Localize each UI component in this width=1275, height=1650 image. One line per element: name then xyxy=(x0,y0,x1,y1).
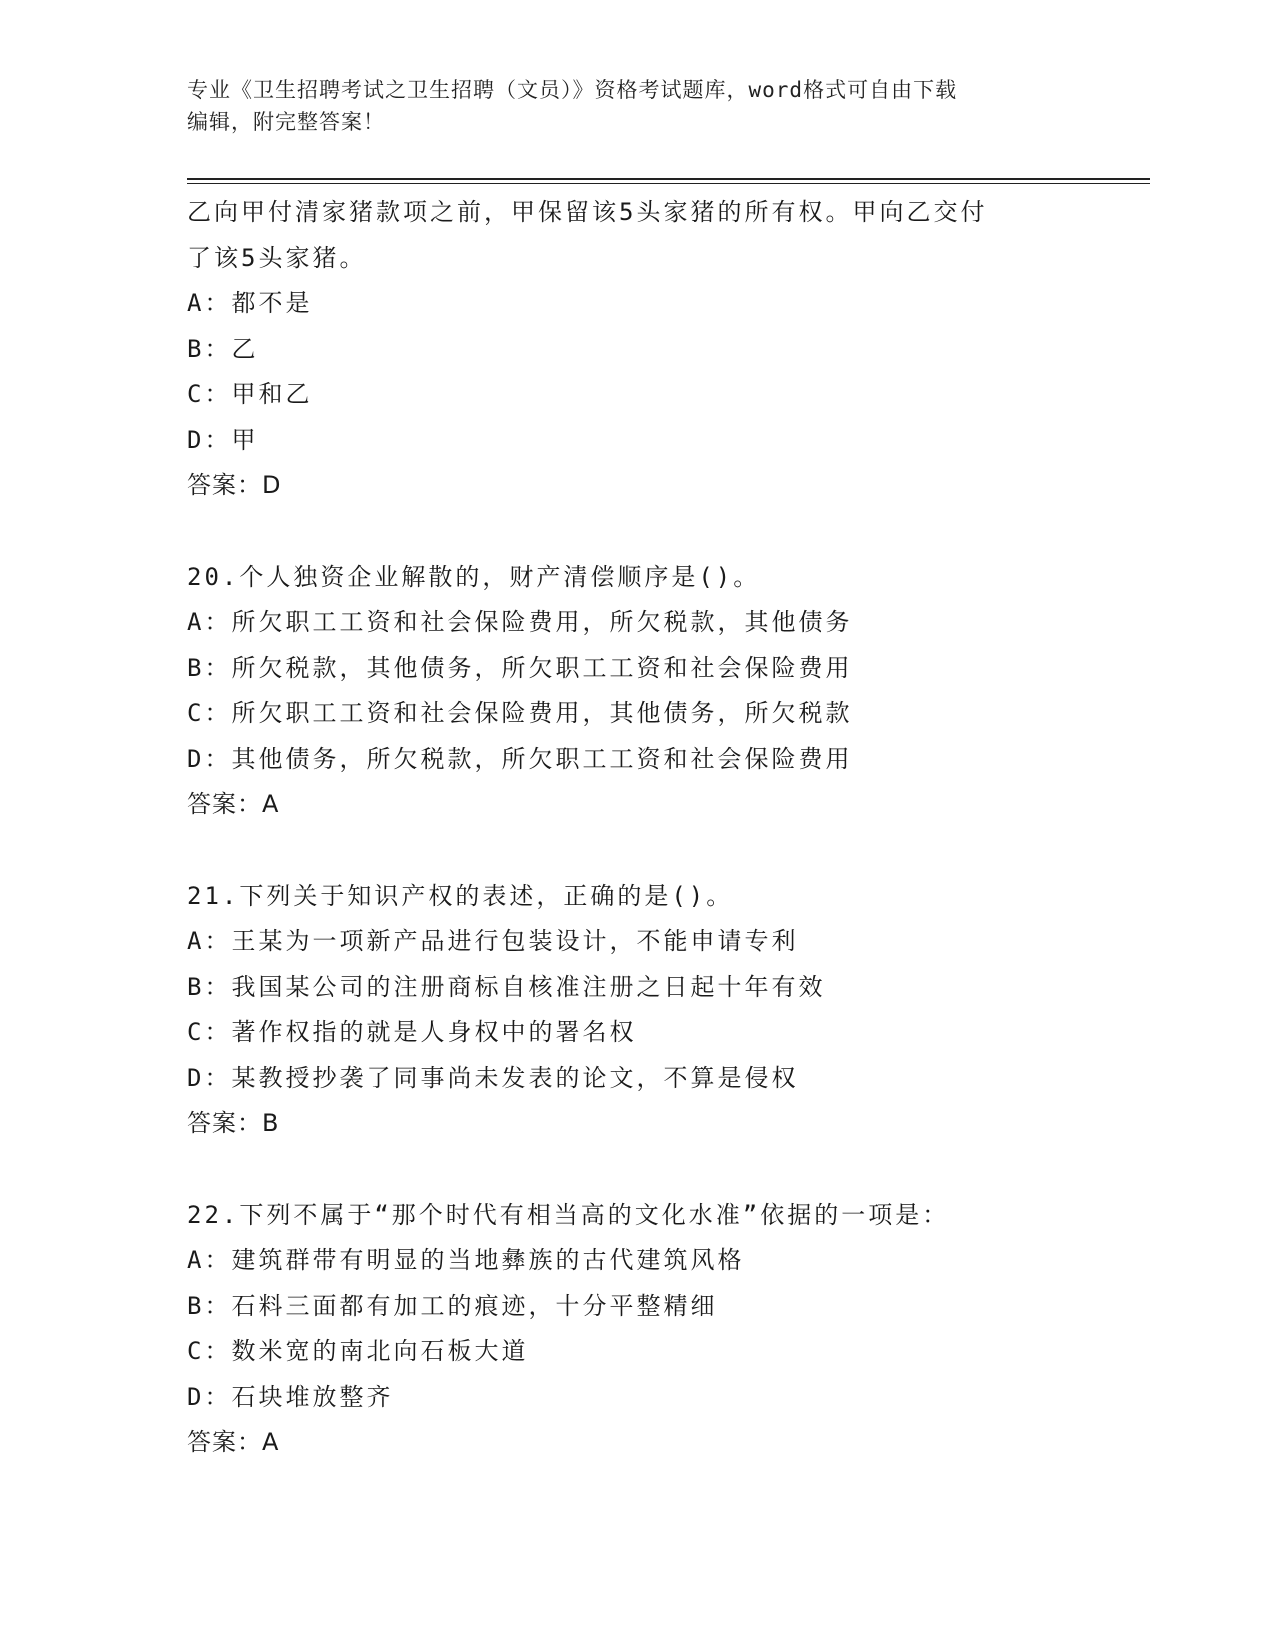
question-text-line-2: 了该5头家猪。 xyxy=(187,243,367,272)
question-text: 20.个人独资企业解散的，财产清偿顺序是()。 xyxy=(187,562,761,591)
option-a: A：建筑群带有明显的当地彝族的古代建筑风格 xyxy=(187,1246,745,1274)
option-a: A：王某为一项新产品进行包装设计，不能申请专利 xyxy=(187,927,799,955)
answer: 答案：A xyxy=(187,790,280,818)
header-divider-thin xyxy=(187,183,1150,184)
question-21 xyxy=(187,874,1087,1147)
header-divider-thick xyxy=(187,178,1150,180)
option-a: A：都不是 xyxy=(187,289,313,317)
option-c: C：数米宽的南北向石板大道 xyxy=(187,1337,529,1365)
question-text: 21.下列关于知识产权的表述，正确的是()。 xyxy=(187,881,734,910)
option-d: D：某教授抄袭了同事尚未发表的论文，不算是侵权 xyxy=(187,1063,799,1092)
option-b: B：我国某公司的注册商标自核准注册之日起十年有效 xyxy=(187,972,826,1001)
option-b: B：所欠税款，其他债务，所欠职工工资和社会保险费用 xyxy=(187,653,853,682)
answer: 答案：D xyxy=(187,471,282,499)
document-header xyxy=(187,74,1087,138)
document-body xyxy=(187,190,1087,1466)
option-b: B：乙 xyxy=(187,334,259,363)
option-a: A：所欠职工工资和社会保险费用，所欠税款，其他债务 xyxy=(187,608,853,636)
option-d: D：甲 xyxy=(187,425,259,454)
option-d: D：石块堆放整齐 xyxy=(187,1382,394,1411)
question-text-line-1: 乙向甲付清家猪款项之前，甲保留该5头家猪的所有权。甲向乙交付 xyxy=(187,198,988,226)
answer: 答案：A xyxy=(187,1428,280,1456)
answer: 答案：B xyxy=(187,1109,280,1137)
question-22 xyxy=(187,1193,1087,1466)
option-b: B：石料三面都有加工的痕迹，十分平整精细 xyxy=(187,1291,718,1320)
header-line-1: 专业《卫生招聘考试之卫生招聘（文员）》资格考试题库，word格式可自由下载 xyxy=(187,78,958,102)
question-text: 22.下列不属于“那个时代有相当高的文化水准”依据的一项是： xyxy=(187,1200,950,1229)
question-continued xyxy=(187,190,1087,509)
option-c: C：甲和乙 xyxy=(187,380,313,408)
option-c: C：著作权指的就是人身权中的署名权 xyxy=(187,1018,637,1046)
option-c: C：所欠职工工资和社会保险费用，其他债务，所欠税款 xyxy=(187,699,853,727)
header-line-2: 编辑，附完整答案！ xyxy=(187,110,385,134)
question-20 xyxy=(187,555,1087,828)
option-d: D：其他债务，所欠税款，所欠职工工资和社会保险费用 xyxy=(187,744,853,773)
